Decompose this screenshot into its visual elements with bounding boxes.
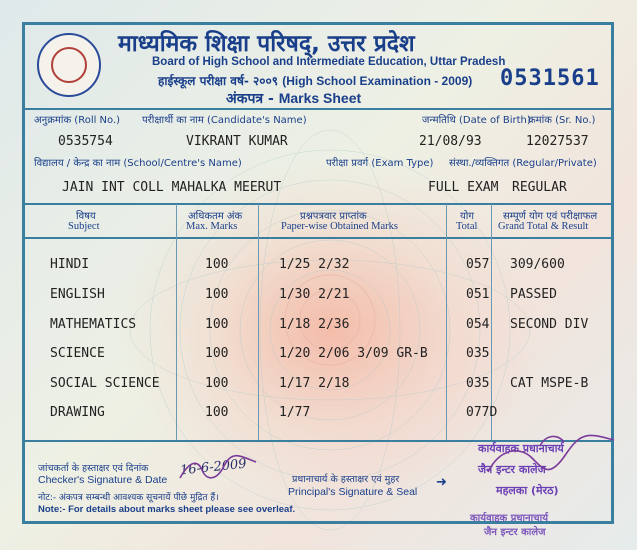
label-dob: जन्मतिथि (Date of Birth) — [422, 115, 531, 126]
label-exam-type: परीक्षा प्रवर्ग (Exam Type) — [326, 158, 434, 169]
note-en: Note:- For details about marks sheet please see overleaf. — [38, 504, 296, 515]
result-cell: CAT MSPE-B — [510, 376, 589, 391]
column-divider — [258, 204, 259, 440]
checker-label-hi: जांचकर्ता के हस्ताक्षर एवं दिनांक — [38, 463, 149, 474]
stamp-line: जैन इन्टर कालेज — [478, 463, 546, 476]
paper-marks-cell: 1/17 2/18 — [279, 376, 350, 391]
total-cell: 051 — [466, 287, 490, 302]
checker-date-handwritten: 16-6-2009 — [179, 456, 248, 479]
candidate-name-value: VIKRANT KUMAR — [186, 134, 288, 149]
exam-type-value: FULL EXAM — [428, 180, 499, 195]
exam-title: हाईस्कूल परीक्षा वर्ष- २००९ (High School Examination - 2009) — [158, 74, 473, 88]
subject-cell: HINDI — [50, 257, 90, 272]
arrow-icon: ➜ — [436, 475, 447, 490]
subject-cell: SOCIAL SCIENCE — [50, 376, 160, 391]
total-cell: 057 — [466, 257, 490, 272]
roll-no-value: 0535754 — [58, 134, 113, 149]
paper-marks-cell: 1/30 2/21 — [279, 287, 350, 302]
board-seal-logo — [37, 33, 101, 97]
total-cell: 035 — [466, 346, 490, 361]
stamp-line: जैन इन्टर कालेज — [484, 527, 546, 538]
checker-signature — [176, 448, 262, 492]
label-sr-no: क्रमांक (Sr. No.) — [528, 115, 596, 126]
stamp-line: महलका (मेरठ) — [496, 484, 559, 497]
max-marks-cell: 100 — [205, 376, 229, 391]
principal-signature — [480, 428, 620, 488]
paper-marks-cell: 1/18 2/36 — [279, 317, 350, 332]
column-divider — [176, 204, 177, 440]
page-title-hindi: माध्यमिक शिक्षा परिषद्, उत्तर प्रदेश — [118, 31, 415, 57]
subject-cell: ENGLISH — [50, 287, 105, 302]
header-total-en: Total — [456, 221, 478, 232]
label-regular-private: संस्था./व्यक्तिगत (Regular/Private) — [449, 158, 597, 169]
header-total-hi: योग — [460, 211, 475, 222]
category-value: REGULAR — [512, 180, 567, 195]
header-subject-hi: विषय — [76, 211, 96, 222]
header-result-hi: सम्पूर्ण योग एवं परीक्षाफल — [503, 211, 598, 222]
stamp-line: कार्यवाहक प्रधानाचार्य — [470, 513, 549, 524]
header-subject-en: Subject — [68, 221, 100, 232]
column-divider — [446, 204, 447, 440]
paper-marks-cell: 1/77 — [279, 405, 311, 420]
subject-cell: DRAWING — [50, 405, 105, 420]
dob-value: 21/08/93 — [419, 134, 482, 149]
divider — [25, 237, 611, 239]
result-cell: SECOND DIV — [510, 317, 589, 332]
subject-cell: MATHEMATICS — [50, 317, 137, 332]
total-cell: 054 — [466, 317, 490, 332]
stamp-line: कार्यवाहक प्रधानाचार्य — [478, 442, 564, 455]
total-cell: 035 — [466, 376, 490, 391]
paper-marks-cell: 1/20 2/06 3/09 GR-B — [279, 346, 428, 361]
board-name: Board of High School and Intermediate Education, Uttar Pradesh — [152, 56, 506, 68]
subject-cell: SCIENCE — [50, 346, 105, 361]
checker-label-en: Checker's Signature & Date — [38, 474, 168, 486]
sr-no-value: 12027537 — [526, 134, 589, 149]
header-result-en: Grand Total & Result — [498, 221, 589, 232]
header-paper-hi: प्रश्नपत्रवार प्राप्तांक — [300, 211, 367, 222]
school-value: JAIN INT COLL MAHALKA MEERUT — [62, 180, 282, 195]
header-max-hi: अधिकतम अंक — [188, 211, 243, 222]
total-cell: 077D — [466, 405, 498, 420]
max-marks-cell: 100 — [205, 317, 229, 332]
paper-marks-cell: 1/25 2/32 — [279, 257, 350, 272]
max-marks-cell: 100 — [205, 405, 229, 420]
label-school: विद्यालय / केन्द्र का नाम (School/Centre's Name) — [34, 158, 242, 169]
header-paper-en: Paper-wise Obtained Marks — [281, 221, 399, 232]
header-max-en: Max. Marks — [186, 221, 238, 232]
principal-label-hi: प्रधानाचार्य के हस्ताक्षर एवं मुहर — [292, 474, 400, 485]
max-marks-cell: 100 — [205, 287, 229, 302]
divider — [25, 108, 611, 110]
divider — [25, 203, 611, 205]
result-cell: 309/600 — [510, 257, 565, 272]
principal-label-en: Principal's Signature & Seal — [288, 486, 418, 498]
marks-sheet-heading: अंकपत्र - Marks Sheet — [226, 90, 362, 107]
secondary-stamp — [470, 510, 548, 538]
max-marks-cell: 100 — [205, 257, 229, 272]
label-candidate-name: परीक्षार्थी का नाम (Candidate's Name) — [142, 115, 307, 126]
max-marks-cell: 100 — [205, 346, 229, 361]
serial-number: 0531561 — [500, 66, 600, 91]
note-hi: नोट:- अंकपत्र सम्बन्धी आवश्यक सूचनायें पीछे मुद्रित हैं। — [38, 493, 219, 503]
result-cell: PASSED — [510, 287, 557, 302]
label-roll-no: अनुक्रमांक (Roll No.) — [34, 115, 121, 126]
